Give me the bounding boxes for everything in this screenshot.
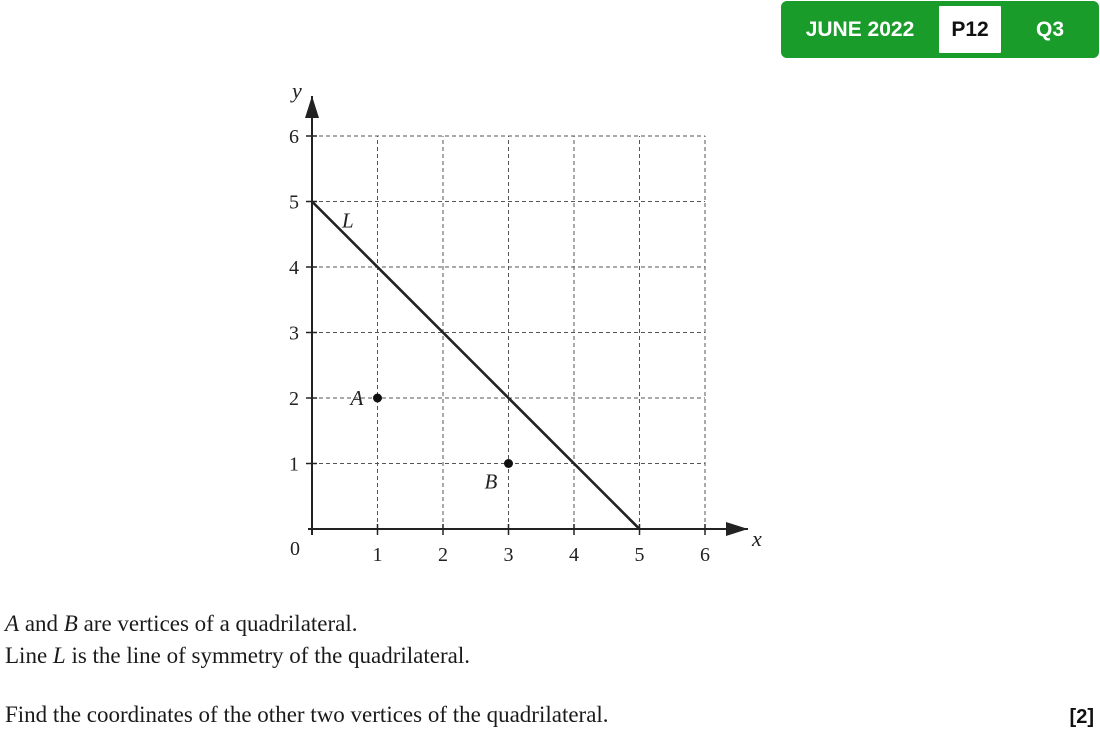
- symmetry-lines: [312, 202, 640, 530]
- origin-label: 0: [290, 538, 300, 560]
- x-tick-label: 5: [634, 544, 645, 566]
- question-line-1: [5, 611, 358, 637]
- grid-lines: [312, 136, 705, 529]
- axes: [290, 78, 762, 560]
- point-a-label: A: [350, 386, 364, 410]
- y-tick-label: 1: [289, 453, 299, 476]
- point-a: [373, 394, 382, 403]
- marks-label: [2]: [1069, 706, 1094, 728]
- point-b-ref: B: [63, 611, 78, 636]
- line-l: [312, 202, 640, 530]
- y-tick-label: 2: [289, 388, 299, 410]
- x-tick-label: 3: [503, 544, 514, 566]
- y-axis-arrow: [305, 96, 319, 118]
- x-axis-arrow: [726, 522, 748, 536]
- point-a-ref: A: [5, 611, 20, 636]
- point-b: [504, 459, 513, 468]
- line2-text-a: Line: [5, 643, 53, 668]
- point-b-label: B: [484, 469, 498, 494]
- question-number: Q3: [1035, 17, 1064, 41]
- y-axis-label: y: [292, 78, 302, 103]
- question-line-2: [5, 643, 470, 669]
- x-axis-label: x: [752, 526, 762, 551]
- y-tick-label: 6: [289, 126, 299, 148]
- points: [349, 386, 514, 494]
- y-tick-label: 5: [289, 191, 299, 214]
- question-instruction: Find the coordinates of the other two vertices of the quadrilateral.: [5, 702, 609, 727]
- line1-text-a: and: [19, 611, 64, 636]
- x-tick-label: 2: [438, 544, 448, 566]
- ticks: [289, 126, 710, 566]
- x-tick-label: 1: [372, 544, 383, 566]
- y-tick-label: 4: [289, 257, 299, 279]
- paper-number: P12: [939, 6, 1001, 53]
- exam-date: JUNE 2022: [805, 17, 915, 41]
- line-l-label: L: [342, 208, 354, 233]
- x-tick-label: 4: [569, 544, 579, 566]
- line1-text-b: are vertices of a quadrilateral.: [77, 611, 358, 636]
- y-tick-label: 3: [289, 322, 299, 345]
- line-l-ref: L: [52, 643, 66, 668]
- x-tick-label: 6: [700, 544, 710, 566]
- line2-text-b: is the line of symmetry of the quadrilateral.: [65, 643, 470, 668]
